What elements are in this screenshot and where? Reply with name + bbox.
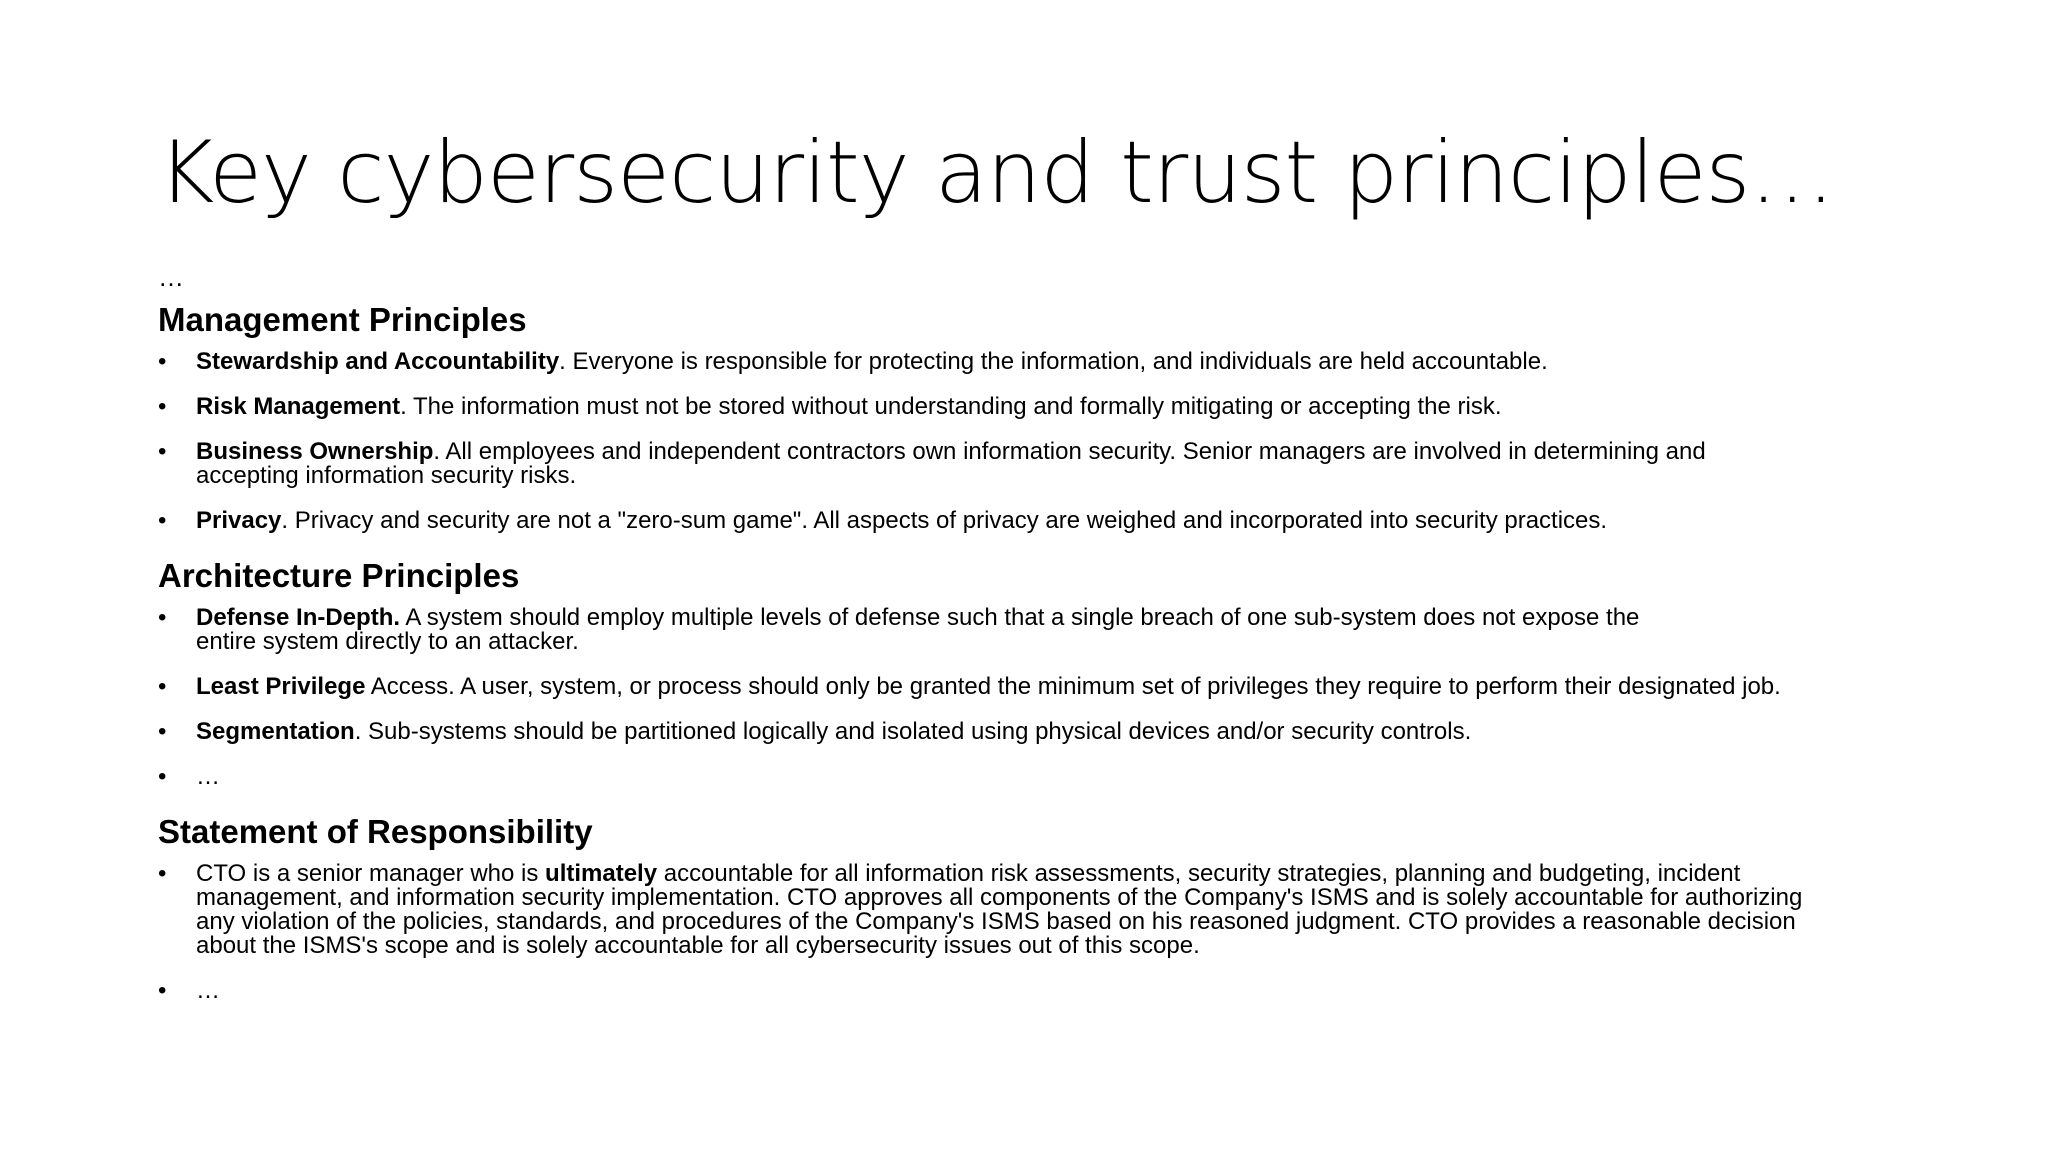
statement-text-pre: CTO is a senior manager who is bbox=[196, 860, 546, 887]
bullet-point: • bbox=[158, 507, 167, 534]
list-item bbox=[158, 440, 1744, 488]
architecture-principles-heading: Architecture Principles bbox=[158, 557, 520, 594]
list-item bbox=[158, 979, 1938, 1003]
principle-term: Business Ownership bbox=[196, 438, 434, 465]
bullet-point: • bbox=[158, 763, 167, 790]
principle-text: . All employees and independent contractors own information security. Senior managers are involved in determining and accepting information security risks. bbox=[196, 438, 1706, 489]
slide-title: Key cybersecurity and trust principles… bbox=[158, 123, 1835, 223]
principle-term: Stewardship and Accountability bbox=[196, 348, 560, 375]
statement-emphasis: ultimately bbox=[545, 860, 658, 887]
architecture-principles-list bbox=[158, 606, 1938, 789]
list-item bbox=[158, 509, 1896, 533]
bullet-point: • bbox=[158, 860, 167, 887]
bullet-point: • bbox=[158, 348, 167, 375]
statement-text: accountable for all information risk assessments, security strategies, planning and budgeting, incident management, and information security implementation. CTO approves all components of the Company's ISMS and is solely accountable for authorizing any violation of the policies, standards, and procedures of the Company's ISMS based on his reasoned judgment. CTO provides a reasonable decision about the ISMS's scope and is solely accountable for all cybersecurity issues out of this scope. bbox=[196, 860, 1803, 959]
list-item bbox=[158, 395, 1836, 419]
management-principles-list bbox=[158, 350, 1938, 533]
statement-of-responsibility-heading: Statement of Responsibility bbox=[158, 813, 593, 850]
lead-ellipsis: … bbox=[158, 262, 184, 292]
list-item bbox=[158, 350, 1836, 374]
bullet-point: • bbox=[158, 604, 167, 631]
principle-term: Risk Management bbox=[196, 393, 401, 420]
principle-term: Defense In-Depth. bbox=[196, 604, 401, 631]
slide-body bbox=[158, 262, 1938, 1024]
principle-text: . Everyone is responsible for protecting the information, and individuals are held accountable. bbox=[559, 348, 1548, 375]
statement-text: … bbox=[196, 977, 220, 1004]
bullet-point: • bbox=[158, 393, 167, 420]
principle-term: Least Privilege bbox=[196, 673, 366, 700]
bullet-point: • bbox=[158, 977, 167, 1004]
list-item bbox=[158, 862, 1836, 958]
principle-term: Segmentation bbox=[196, 718, 355, 745]
principle-text: . The information must not be stored without understanding and formally mitigating or accepting the risk. bbox=[400, 393, 1502, 420]
principle-text: A system should employ multiple levels of defense such that a single breach of one sub-system does not expose the entire system directly to an attacker. bbox=[196, 604, 1640, 655]
bullet-point: • bbox=[158, 438, 167, 465]
principle-text: . Sub-systems should be partitioned logically and isolated using physical devices and/or security controls. bbox=[354, 718, 1472, 745]
statement-of-responsibility-list bbox=[158, 862, 1938, 1003]
list-item bbox=[158, 720, 1836, 744]
bullet-point: • bbox=[158, 718, 167, 745]
list-item bbox=[158, 765, 1938, 789]
principle-text: . Privacy and security are not a "zero-sum game". All aspects of privacy are weighed and incorporated into security practices. bbox=[281, 507, 1608, 534]
management-principles-heading: Management Principles bbox=[158, 301, 527, 338]
bullet-point: • bbox=[158, 673, 167, 700]
principle-text: … bbox=[196, 763, 220, 790]
principle-text: Access. A user, system, or process should only be granted the minimum set of privileges they require to perform their designated job. bbox=[365, 673, 1781, 700]
list-item bbox=[158, 606, 1696, 654]
list-item bbox=[158, 675, 1936, 699]
principle-term: Privacy bbox=[196, 507, 282, 534]
